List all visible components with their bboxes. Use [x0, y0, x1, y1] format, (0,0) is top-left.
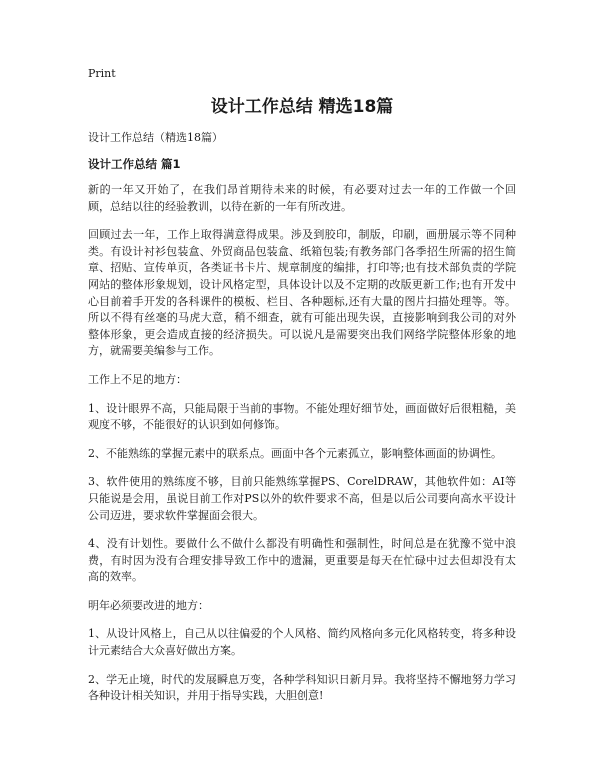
- paragraph-shortcomings-heading: 工作上不足的地方：: [88, 372, 187, 386]
- document-subtitle: 设计工作总结（精选18篇）: [88, 131, 223, 144]
- paragraph-shortcoming-1: 1、设计眼界不高，只能局限于当前的事物。不能处理好细节处，画面做好后很粗糙，美观度不够，不能很好的认识到如何修饰。: [88, 401, 516, 432]
- paragraph-shortcoming-4: 4、没有计划性。要做什么不做什么都没有明确性和强制性，时间总是在犹豫不觉中浪费，有时因为没有合理安排导致工作中的遗漏，更重要是每天在忙碌中过去但却没有太高的效率。: [88, 537, 516, 584]
- print-label: Print: [88, 67, 116, 80]
- document-page: [88, 66, 516, 717]
- paragraph-improvement-2: 2、学无止境，时代的发展瞬息万变，各种学科知识日新月异。我将坚持不懈地努力学习各种设计相关知识，并用于指导实践，大胆创意!: [88, 672, 516, 703]
- paragraph-improvement-1: 1、从设计风格上，自己从以往偏爱的个人风格、简约风格向多元化风格转变，将多种设计元素结合大众喜好做出方案。: [88, 627, 516, 658]
- paragraph-shortcoming-2: 2、不能熟练的掌握元素中的联系点。画面中各个元素孤立，影响整体画面的协调性。: [88, 446, 502, 460]
- section-heading: 设计工作总结 篇1: [88, 157, 181, 171]
- paragraph-intro: 新的一年又开始了，在我们昂首期待未来的时候，有必要对过去一年的工作做一个回顾，总结以往的经验教训，以待在新的一年有所改进。: [88, 183, 516, 213]
- document-title: 设计工作总结 精选18篇: [210, 97, 394, 117]
- paragraph-shortcoming-3: 3、软件使用的熟练度不够，目前只能熟练掌握PS、CorelDRAW，其他软件如：AI等只能说是会用，虽说目前工作对PS以外的软件要求不高，但是以后公司要向高水平设计公司迈进，要求软件掌握面会很大。: [88, 475, 516, 522]
- paragraph-review: 回顾过去一年，工作上取得满意得成果。涉及到胶印，制版，印刷，画册展示等不同种类。有设计衬衫包装盒、外贸商品包装盒、纸箱包装;有教务部门各季招生所需的招生简章、招贴、宣传单页，各类证书卡片、规章制度的编排，打印等;也有技术部负责的学院网站的整体形象规划，设计风格定型，具体设计以及不定期的改版更新工作;也有开发中心目前着手开发的各科课件的模板、栏目、各种题标,还有大量的图片扫描处理等。等。所以不得有丝毫的马虎大意，稍不细查，就有可能出现失误，直接影响到我公司的对外整体形象，更会造成直接的经济损失。可以说凡是需要突出我们网络学院整体形象的地方，就需要美编参与工作。: [88, 228, 517, 358]
- paragraph-improvements-heading: 明年必须要改进的地方：: [88, 598, 209, 612]
